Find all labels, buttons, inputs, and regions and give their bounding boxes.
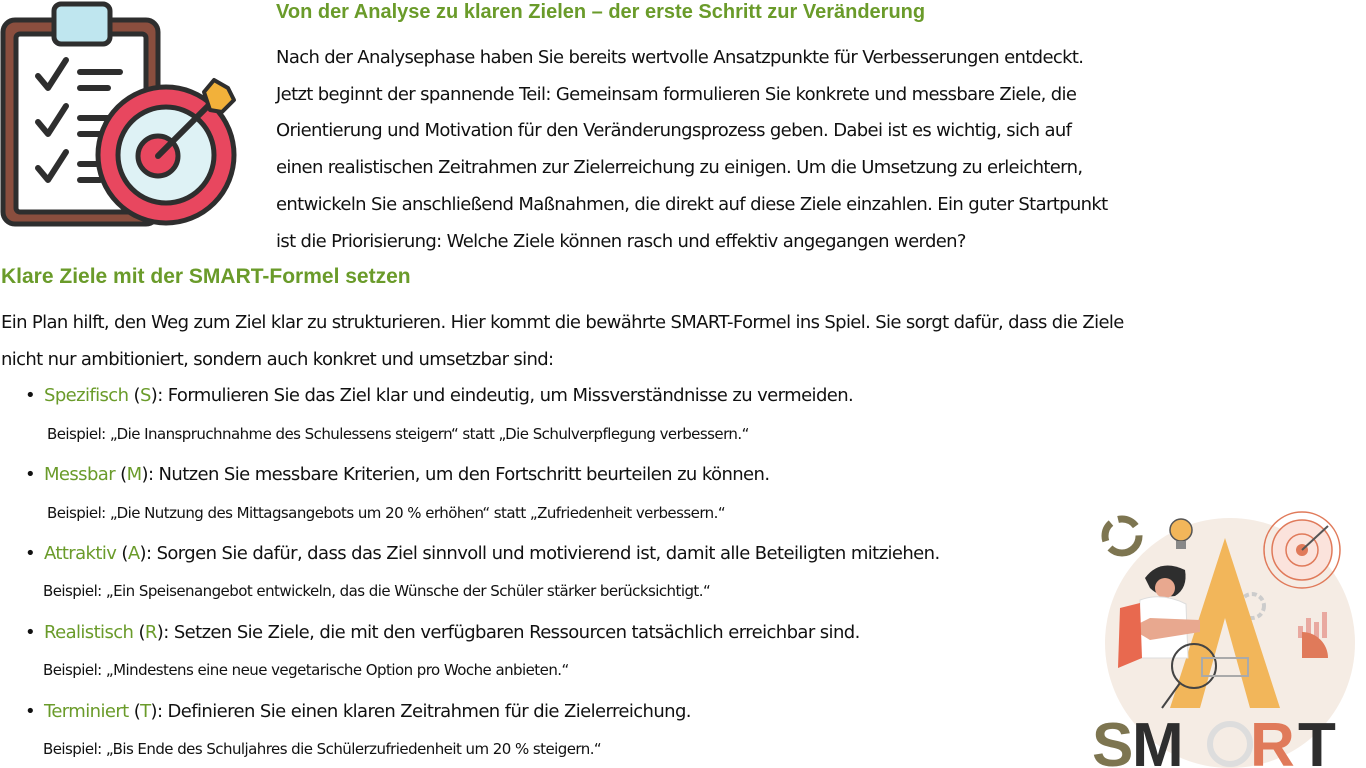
smart-logo-r: R <box>1250 711 1295 768</box>
smart-example: Beispiel: „Die Nutzung des Mittagsangebots um 20 % erhöhen“ statt „Zufriedenheit verbessern.“ <box>47 504 726 522</box>
smart-example: Beispiel: „Die Inanspruchnahme des Schulessens steigern“ statt „Die Schulverpflegung verbessern.“ <box>47 425 749 443</box>
intro-line: Jetzt beginnt der spannende Teil: Gemeinsam formulieren Sie konkrete und messbare Ziele, die <box>276 83 1077 105</box>
smart-logo-t: T <box>1298 711 1336 768</box>
intro-line: entwickeln Sie anschließend Maßnahmen, die direkt auf diese Ziele einzahlen. Ein guter Startpunkt <box>276 193 1108 215</box>
smart-letter: M <box>126 464 142 485</box>
bullet: • <box>25 385 36 406</box>
intro-line: Orientierung und Motivation für den Veränderungsprozess geben. Dabei ist es wichtig, sich auf <box>276 120 1072 142</box>
smart-illustration <box>1090 508 1360 768</box>
smart-intro-line: Ein Plan hilft, den Weg zum Ziel klar zu strukturieren. Hier kommt die bewährte SMART-Formel ins Spiel. Sie sorgt dafür, dass die Ziele <box>1 312 1124 333</box>
smart-item-messbar: • Messbar (M): Nutzen Sie messbare Kriterien, um den Fortschritt beurteilen zu können. <box>25 464 770 485</box>
smart-logo-s: S <box>1092 711 1134 768</box>
smart-example: Beispiel: „Ein Speisenangebot entwickeln, das die Wünsche der Schüler stärker berücksichtigt.“ <box>43 582 711 600</box>
smart-term: Spezifisch <box>44 385 129 406</box>
clipboard-target-icon <box>0 0 240 236</box>
smart-example: Beispiel: „Mindestens eine neue vegetarische Option pro Woche anbieten.“ <box>43 661 569 679</box>
bullet: • <box>25 622 36 643</box>
smart-description: Nutzen Sie messbare Kriterien, um den Fortschritt beurteilen zu können. <box>158 464 770 485</box>
section-heading-smart: Klare Ziele mit der SMART-Formel setzen <box>1 265 411 288</box>
donut-chart-icon <box>1105 519 1139 553</box>
smart-term: Terminiert <box>44 701 129 722</box>
smart-letter: A <box>127 543 140 564</box>
smart-intro-line: nicht nur ambitioniert, sondern auch konkret und umsetzbar sind: <box>1 348 554 370</box>
smart-description: Formulieren Sie das Ziel klar und eindeutig, um Missverständnisse zu vermeiden. <box>167 385 854 406</box>
smart-description: Sorgen Sie dafür, dass das Ziel sinnvoll und motivierend ist, damit alle Beteiligten mitziehen. <box>156 543 940 564</box>
smart-letter: S <box>139 385 151 406</box>
smart-description: Setzen Sie Ziele, die mit den verfügbaren Ressourcen tatsächlich erreichbar sind. <box>173 622 860 643</box>
bullet: • <box>25 701 36 722</box>
bullet: • <box>25 543 36 564</box>
smart-item-realistisch: • Realistisch (R): Setzen Sie Ziele, die mit den verfügbaren Ressourcen tatsächlich erreichbar sind. <box>25 622 860 643</box>
smart-term: Attraktiv <box>44 543 117 564</box>
target-badge-icon <box>1264 512 1340 588</box>
intro-paragraph <box>276 40 1286 260</box>
intro-line: einen realistischen Zeitrahmen zur Zielerreichung zu einigen. Um die Umsetzung zu erleichtern, <box>276 157 1083 179</box>
intro-line: ist die Priorisierung: Welche Ziele können rasch und effektiv angegangen werden? <box>276 230 966 252</box>
section-heading-goals: Von der Analyse zu klaren Zielen – der erste Schritt zur Veränderung <box>276 1 926 23</box>
smart-letter: T <box>140 701 151 722</box>
smart-example: Beispiel: „Bis Ende des Schuljahres die Schülerzufriedenheit um 20 % steigern.“ <box>43 740 602 758</box>
intro-line: Nach der Analysephase haben Sie bereits wertvolle Ansatzpunkte für Verbesserungen entdeckt. <box>276 47 1084 68</box>
bullet: • <box>25 464 36 485</box>
smart-term: Messbar <box>44 464 116 485</box>
smart-description: Definieren Sie einen klaren Zeitrahmen für die Zielerreichung. <box>167 701 691 722</box>
smart-term: Realistisch <box>44 622 134 643</box>
smart-item-terminiert: • Terminiert (T): Definieren Sie einen klaren Zeitrahmen für die Zielerreichung. <box>25 701 691 722</box>
smart-letter: R <box>144 622 157 643</box>
smart-item-spezifisch: • Spezifisch (S): Formulieren Sie das Ziel klar und eindeutig, um Missverständnisse zu vermeiden. <box>25 385 854 406</box>
smart-logo-m: M <box>1132 711 1184 768</box>
smart-intro-paragraph <box>1 305 1361 378</box>
smart-item-attraktiv: • Attraktiv (A): Sorgen Sie dafür, dass das Ziel sinnvoll und motivierend ist, damit alle Beteiligten mitziehen. <box>25 543 940 564</box>
